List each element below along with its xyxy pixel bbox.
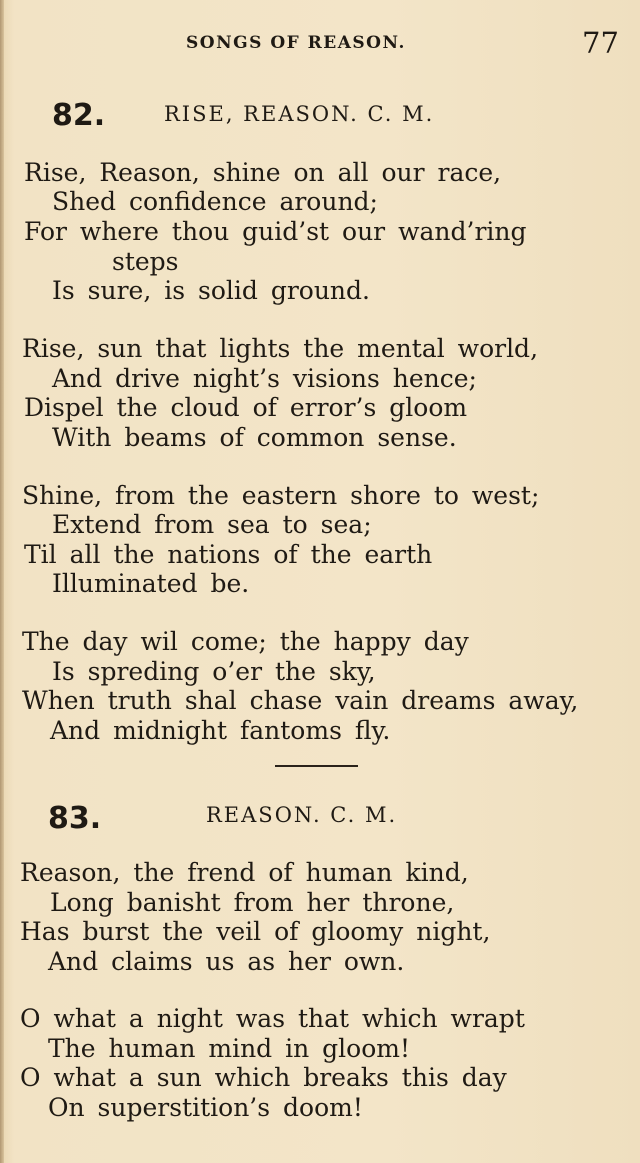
running-head: SONGS OF REASON.: [186, 33, 406, 53]
hymn-83-stanza-2-line-2: The human mind in gloom!: [48, 1034, 411, 1063]
hymn-82-number: 82.: [52, 98, 106, 133]
hymn-82-stanza-4-line-4: And midnight fantoms fly.: [50, 716, 391, 745]
hymn-83-stanza-1-line-1: Reason, the frend of human kind,: [20, 858, 469, 887]
hymn-82-stanza-1-line-3-turnover: steps: [112, 247, 179, 276]
hymn-82-title: RISE, REASON. C. M.: [164, 102, 435, 126]
hymn-82-stanza-4-line-1: The day wil come; the happy day: [22, 627, 469, 656]
page-spine-edge: [0, 0, 4, 1163]
hymn-82-stanza-3-line-4: Illuminated be.: [52, 569, 250, 598]
hymn-83-stanza-2-line-3: O what a sun which breaks this day: [20, 1063, 507, 1092]
hymn-82-stanza-2-line-2: And drive night’s visions hence;: [52, 364, 477, 393]
hymn-82-stanza-1-line-2: Shed confidence around;: [52, 187, 378, 216]
hymn-82-stanza-1-line-4: Is sure, is solid ground.: [52, 276, 370, 305]
hymn-83-stanza-1-line-2: Long banisht from her throne,: [50, 888, 455, 917]
hymn-82-stanza-4-line-2: Is spreding o’er the sky,: [52, 657, 376, 686]
page-number: 77: [582, 26, 619, 60]
hymn-82-stanza-2-line-3: Dispel the cloud of error’s gloom: [24, 393, 468, 422]
hymn-83-stanza-2-line-1: O what a night was that which wrapt: [20, 1004, 525, 1033]
hymn-83-number: 83.: [48, 801, 102, 836]
hymn-83-title: REASON. C. M.: [206, 803, 398, 827]
hymn-82-stanza-4-line-3: When truth shal chase vain dreams away,: [22, 686, 579, 715]
hymn-82-stanza-3-line-2: Extend from sea to sea;: [52, 510, 372, 539]
hymn-82-stanza-2-line-4: With beams of common sense.: [52, 423, 457, 452]
hymn-83-stanza-1-line-4: And claims us as her own.: [48, 947, 405, 976]
hymn-82-stanza-1-line-3: For where thou guid’st our wand’ring: [24, 217, 527, 246]
hymn-83-stanza-2-line-4: On superstition’s doom!: [48, 1093, 363, 1122]
hymn-82-stanza-3-line-1: Shine, from the eastern shore to west;: [22, 481, 540, 510]
hymn-83-stanza-1-line-3: Has burst the veil of gloomy night,: [20, 917, 491, 946]
hymn-82-stanza-2-line-1: Rise, sun that lights the mental world,: [22, 334, 539, 363]
section-divider: [275, 765, 358, 767]
hymn-82-stanza-3-line-3: Til all the nations of the earth: [24, 540, 433, 569]
hymn-82-stanza-1-line-1: Rise, Reason, shine on all our race,: [24, 158, 502, 187]
